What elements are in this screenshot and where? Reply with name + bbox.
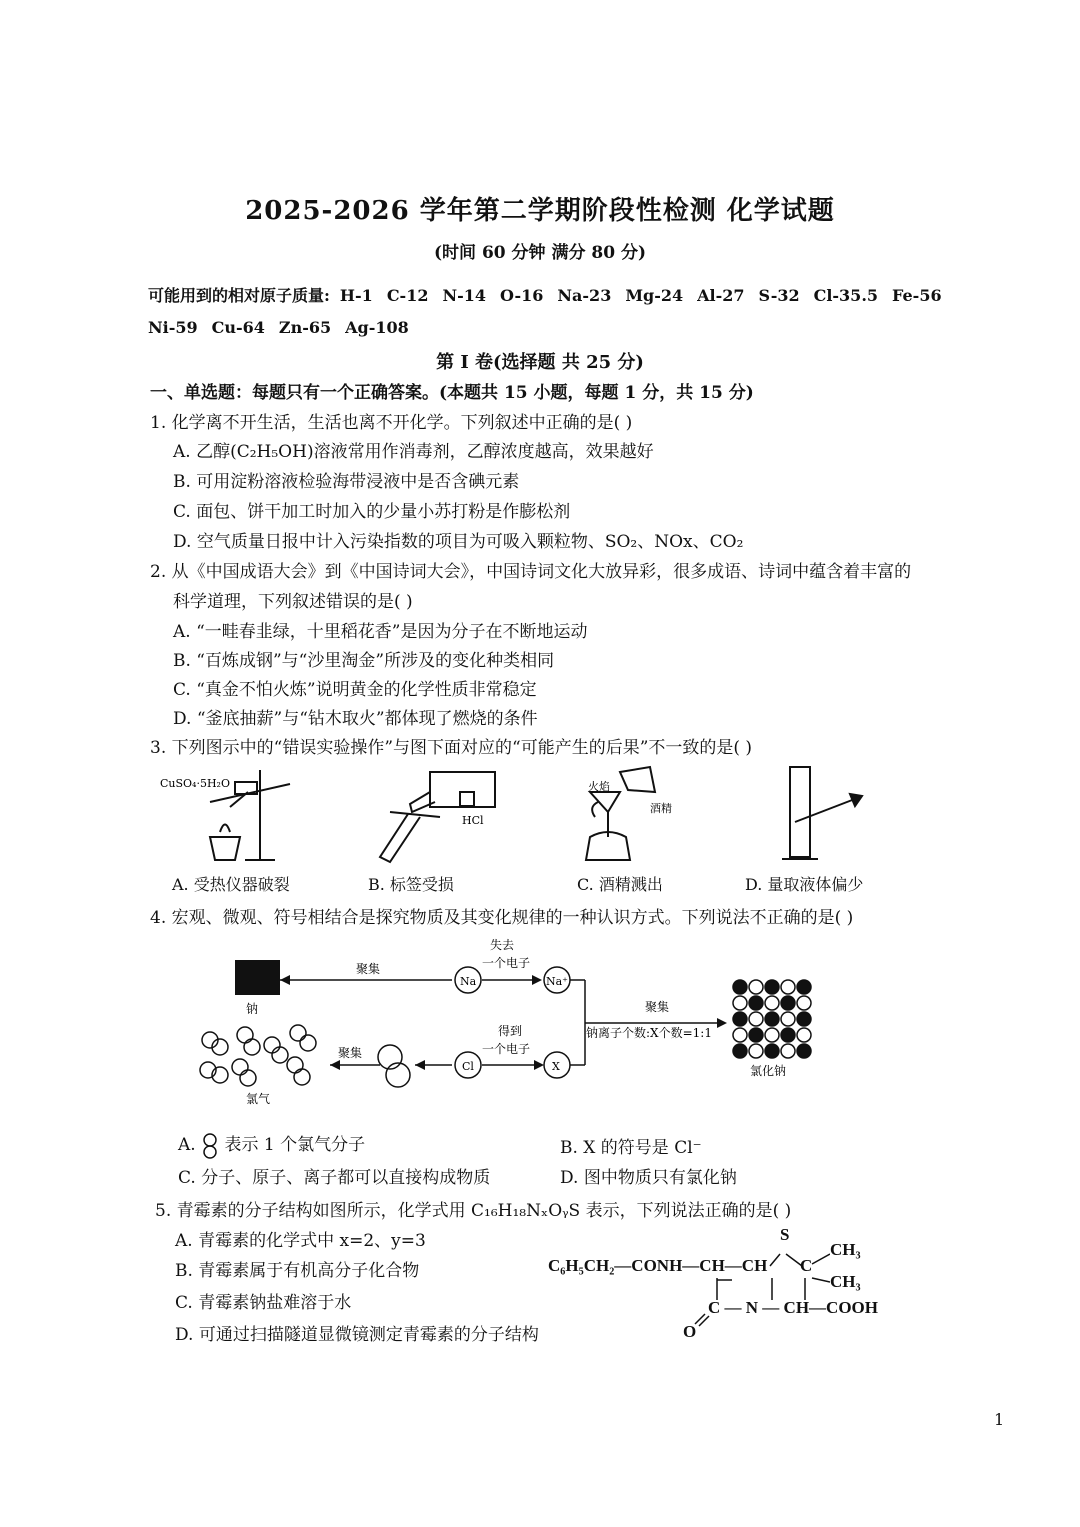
sodium-label: 钠 (246, 1002, 259, 1016)
nacl-lattice (733, 980, 811, 1058)
gain-label: 得到 (498, 1024, 523, 1038)
figure-c-fire: 火焰 (588, 780, 610, 793)
gather-label-right: 聚集 (645, 1000, 670, 1014)
q3-option-d: D. 量取液体偏少 (745, 875, 864, 894)
q1-option-d: D. 空气质量日报中计入污染指数的项目为可吸入颗粒物、SO₂、NOx、CO₂ (173, 532, 744, 552)
figure-b-reagent: HCl (462, 814, 484, 827)
q4-option-d: D. 图中物质只有氯化钠 (560, 1168, 737, 1188)
atomic-mass-item: Cl-35.5 (813, 286, 879, 305)
atomic-mass-item: H-1 (339, 286, 373, 305)
q5-stem: 5. 青霉素的分子结构如图所示，化学式用 C₁₆H₁₈NₓOᵧS 表示，下列说法正确的是( ) (155, 1201, 792, 1221)
gather-label-left: 聚集 (338, 1046, 363, 1060)
gather-label-top: 聚集 (356, 962, 381, 976)
x-ion-label: X (552, 1060, 560, 1073)
q3-stem: 3. 下列图示中的“错误实验操作”与图下面对应的“可能产生的后果”不一致的是( ) (150, 738, 753, 758)
atomic-mass-item: Cu-64 (211, 318, 265, 337)
q3-figures (150, 762, 880, 870)
one-electron-top: 一个电子 (482, 956, 531, 970)
chlorine-label: 氯气 (246, 1092, 271, 1106)
q2-option-b: B. “百炼成钢”与“沙里淘金”所涉及的变化种类相同 (173, 651, 555, 671)
part1-header: 一、单选题：每题只有一个正确答案。(本题共 15 小题，每题 1 分，共 15 分) (150, 383, 754, 403)
structure-ch3-a: CH₃ (830, 1240, 861, 1259)
q4-option-c: C. 分子、原子、离子都可以直接构成物质 (178, 1168, 491, 1188)
figure-a-reagent: CuSO₄·5H₂O (160, 777, 230, 790)
q1-option-b: B. 可用淀粉溶液检验海带浸液中是否含碘元素 (173, 472, 520, 492)
q5-option-d: D. 可通过扫描隧道显微镜测定青霉素的分子结构 (175, 1325, 539, 1345)
q5-option-a: A. 青霉素的化学式中 x=2、y=3 (175, 1231, 426, 1251)
q4-option-b: B. X 的符号是 Cl⁻ (560, 1138, 702, 1158)
atomic-mass-item: S-32 (758, 286, 800, 305)
structure-bonds (690, 1230, 830, 1330)
lose-label: 失去 (490, 938, 515, 952)
exam-title: 2025-2026 学年第二学期阶段性检测 化学试题 (245, 196, 835, 226)
ratio-label: 钠离子个数:X个数=1:1 (586, 1026, 712, 1040)
atomic-mass-line-1 (148, 283, 956, 306)
q5-option-c: C. 青霉素钠盐难溶于水 (175, 1293, 352, 1313)
sodium-lattice (235, 960, 280, 995)
atomic-mass-line-2 (148, 318, 423, 337)
figure-d-cylinder (782, 767, 862, 859)
atomic-mass-item: Fe-56 (892, 286, 942, 305)
q1-option-a: A. 乙醇(C₂H₅OH)溶液常用作消毒剂，乙醇浓度越高，效果越好 (173, 442, 654, 462)
atomic-mass-item: Zn-65 (278, 318, 332, 337)
q1-stem: 1. 化学离不开生活，生活也离不开化学。下列叙述中正确的是( ) (150, 413, 633, 433)
q2-stem-line1: 2. 从《中国成语大会》到《中国诗词大会》，中国诗词文化大放异彩，很多成语、诗词中蕴含着丰富的 (150, 562, 912, 582)
structure-sulfur: S (780, 1225, 790, 1244)
structure-bottom-ring: C — N — CH—COOH (708, 1298, 878, 1317)
exam-subtitle: (时间 60 分钟 满分 80 分) (434, 243, 646, 263)
q3-option-a: A. 受热仪器破裂 (172, 875, 290, 894)
chlorine-gas (200, 1025, 316, 1086)
page-number: 1 (994, 1410, 1005, 1429)
q4-option-a-text: 表示 1 个氯气分子 (224, 1135, 366, 1155)
structure-oxygen: O (683, 1322, 697, 1341)
atomic-mass-item: N-14 (442, 286, 486, 305)
atomic-mass-item: Mg-24 (625, 286, 684, 305)
atomic-mass-item: Ag-108 (345, 318, 409, 337)
structure-c: C (800, 1256, 813, 1275)
structure-left-chain: C₆H₅CH₂—CONH—CH—CH (548, 1256, 768, 1275)
q4-stem: 4. 宏观、微观、符号相结合是探究物质及其变化规律的一种认识方式。下列说法不正确的是( ) (150, 908, 854, 928)
q2-option-d: D. “釜底抽薪”与“钻木取火”都体现了燃烧的条件 (173, 709, 538, 729)
q2-stem-line2: 科学道理，下列叙述错误的是( ) (173, 592, 413, 612)
atomic-mass-item: O-16 (499, 286, 544, 305)
atomic-mass-item: Na-23 (557, 286, 612, 305)
q1-option-c: C. 面包、饼干加工时加入的少量小苏打粉是作膨松剂 (173, 502, 571, 522)
one-electron-bottom: 一个电子 (482, 1042, 531, 1056)
atomic-mass-item: Al-27 (697, 286, 745, 305)
q4-option-a-letter: A. (178, 1135, 196, 1155)
nacl-label: 氯化钠 (750, 1064, 787, 1078)
cl-atom-label: Cl (462, 1060, 474, 1073)
q5-option-b: B. 青霉素属于有机高分子化合物 (175, 1261, 420, 1281)
na-atom-label: Na (460, 975, 477, 988)
atomic-mass-label: 可能用到的相对原子质量: (148, 286, 330, 305)
atomic-mass-item: Ni-59 (148, 318, 198, 337)
atomic-mass-item: C-12 (386, 286, 429, 305)
q3-option-b: B. 标签受损 (368, 875, 454, 894)
na-ion-label: Na⁺ (546, 975, 568, 988)
q4-option-a-line (178, 1130, 365, 1159)
q4-diagram (190, 935, 830, 1115)
figure-c-alcohol: 酒精 (650, 802, 672, 815)
section-title: 第 I 卷(选择题 共 25 分) (436, 352, 644, 373)
q3-option-c: C. 酒精溅出 (577, 875, 663, 894)
structure-ch3-b: CH₃ (830, 1272, 861, 1291)
q2-option-c: C. “真金不怕火炼”说明黄金的化学性质非常稳定 (173, 680, 537, 700)
cl2-molecule-symbol-icon (201, 1133, 219, 1159)
q2-option-a: A. “一畦春韭绿，十里稻花香”是因为分子在不断地运动 (173, 622, 588, 642)
